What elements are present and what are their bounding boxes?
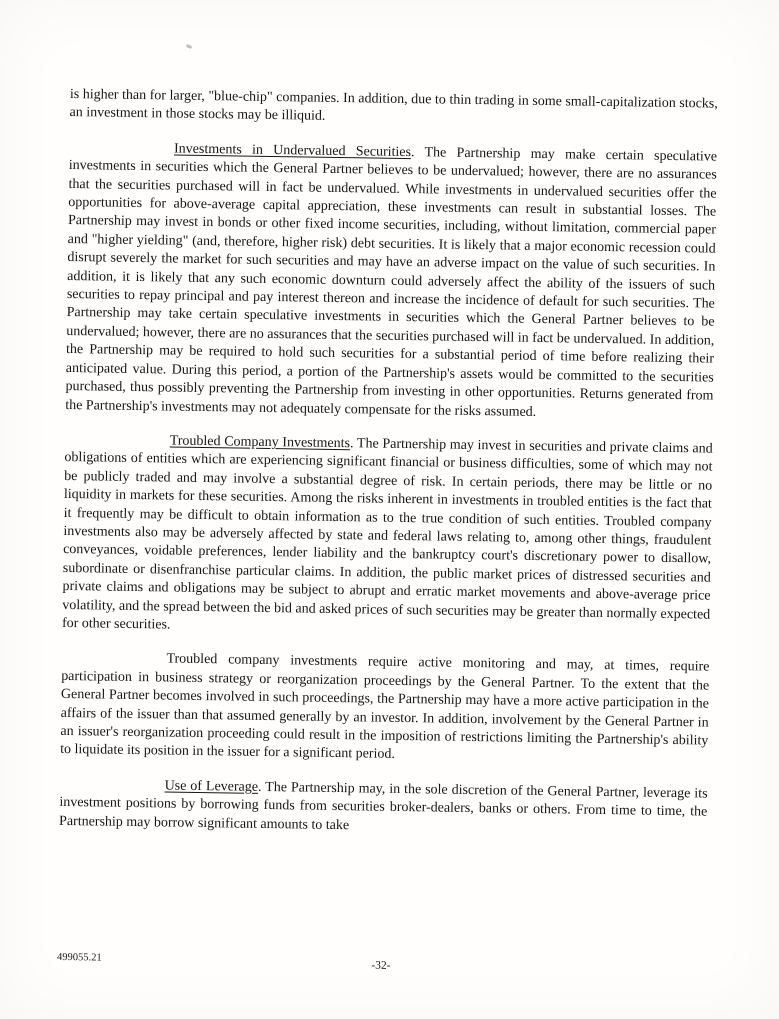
scan-artifact	[186, 44, 193, 49]
section-heading-troubled-company-investments: Troubled Company Investments	[169, 433, 351, 452]
heading-period: .	[349, 436, 354, 452]
paragraph-text: The Partnership may, in the sole discretion of the General Partner, leverage its investment positions by borrowing funds from securities broker-dealers, banks or others. From time to time, the Partnership may borrow significant amounts to take	[58, 779, 708, 833]
paragraph-undervalued-securities	[65, 139, 717, 425]
page-number: -32-	[371, 959, 391, 972]
paragraph-use-of-leverage	[59, 776, 708, 841]
page-footer	[57, 952, 705, 978]
paragraph-text: The Partnership may invest in securities and private claims and obligations of entities which are experiencing significant financial or business difficulties, some of which may not be publicly traded and may involve a substantial degree of risk. In certain periods, there may be little or no liquidity in markets for these securities. Among the risks inherent in investments in troubled entities is the fact that it frequently may be difficult to obtain information as to the true condition of such entities. Troubled company investments also may be adversely affected by state and federal laws relating to, among other things, fraudulent conveyances, voidable preferences, lender liability and the bankruptcy court's discretionary power to disallow, subordinate or disenfranchise particular claims. In addition, the public market prices of distressed securities and private claims and obligations may be subject to abrupt and erratic market movements and above-average price volatility, and the spread between the bid and asked prices of such securities may be greater than normally expected for other securities.	[61, 436, 713, 633]
paragraph-text: Troubled company investments require active monitoring and may, at times, require participation in business strategy or reorganization proceedings by the General Partner. To the extent that the General Partner becomes involved in such proceedings, the Partnership may have a more active participation in the affairs of the issuer than that assumed generally by an investor. In addition, involvement by the General Partner in an issuer's reorganization proceeding could result in the imposition of restrictions limiting the Partnership's ability to liquidate its position in the issuer for a significant period.	[60, 651, 710, 763]
paragraph-text: The Partnership may make certain speculative investments in securities which the General Partner believes to be undervalued; however, there are no assurances that the securities purchased will in fact be undervalued. While investments in undervalued securities offer the opportunities for above-average capital appreciation, these investments can result in substantial losses. The Partnership may invest in bonds or other fixed income securities, including, without limitation, commercial paper and "higher yielding" (and, therefore, higher risk) debt securities. It is likely that a major economic recession could disrupt severely the market for such securities and may have an adverse impact on the value of such securities. In addition, it is likely that any such economic downturn could adversely affect the ability of the issuers of such securities to repay principal and pay interest thereon and increase the incidence of default for such securities. The Partnership may take certain speculative investments in securities which the General Partner believes to be undervalued; however, there are no assurances that the securities purchased will in fact be undervalued. In addition, the Partnership may be required to hold such securities for a substantial period of time before realizing their anticipated value. During this period, a portion of the Partnership's assets would be committed to the securities purchased, thus possibly preventing the Partnership from investing in other opportunities. Returns generated from the Partnership's investments may not adequately compensate for the risks assumed.	[65, 145, 718, 420]
text-block	[56, 86, 718, 972]
document-number: 499055.21	[56, 951, 102, 964]
section-heading-undervalued-securities: Investments in Undervalued Securities	[173, 141, 412, 160]
heading-period: .	[257, 779, 262, 795]
heading-period: .	[410, 144, 415, 160]
paragraph-troubled-company-investments	[62, 431, 713, 643]
paragraph-troubled-monitoring	[60, 649, 710, 769]
paragraph-text: is higher than for larger, "blue-chip" companies. In addition, due to thin trading in some small-capitalization stocks, an investment in those stocks may be illiquid.	[69, 86, 718, 125]
paragraph-continuation	[69, 86, 717, 132]
section-heading-use-of-leverage: Use of Leverage	[164, 778, 259, 795]
